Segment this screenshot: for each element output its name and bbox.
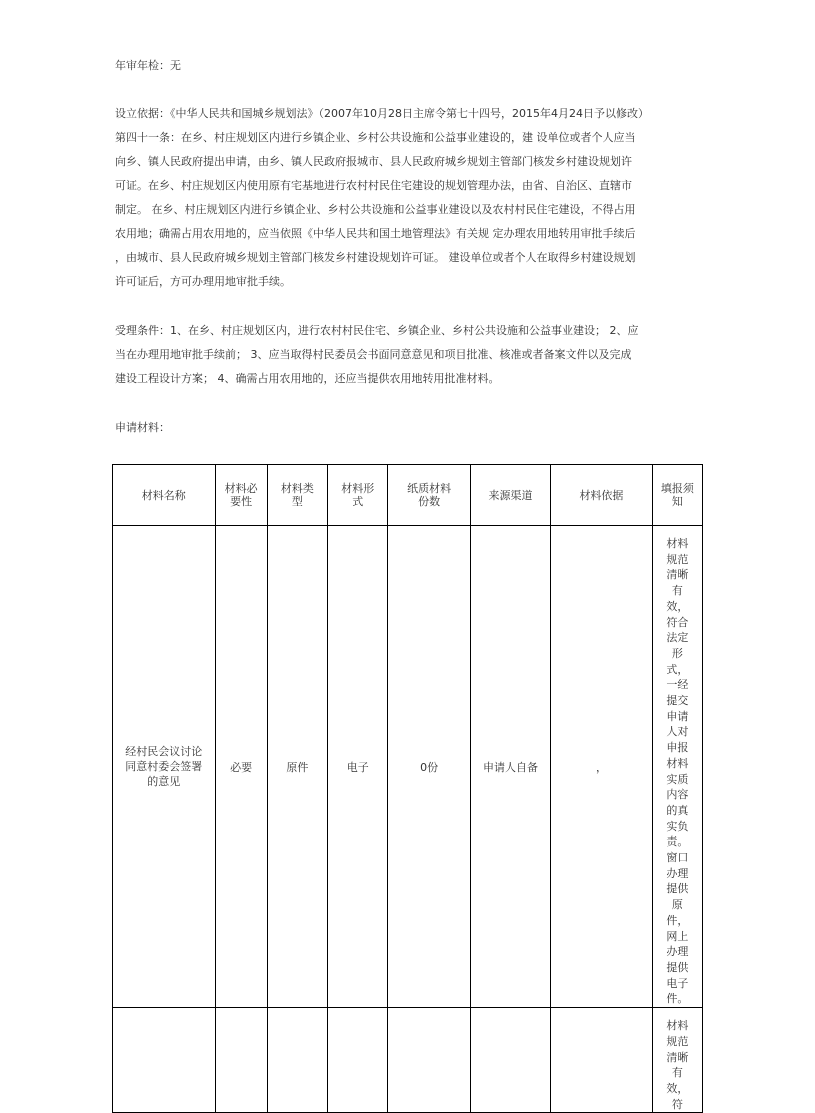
table-header-row <box>113 465 703 526</box>
basis-line: 向乡、镇人民政府提出申请，由乡、镇人民政府报城市、县人民政府城乡规划主管部门核发乡村建设规划许 <box>115 155 632 168</box>
material-name-cell: 经村民会议讨论同意村委会签署的意见 <box>113 526 216 1008</box>
basis-line: 设立依据：《中华人民共和国城乡规划法》（2007年10月28日主席令第七十四号，2015年4月24日予以修改） <box>115 107 649 120</box>
source-channel-cell <box>470 1008 550 1113</box>
filling-notes-cell: 材料规范清晰有效，符 <box>652 1008 702 1113</box>
basis-line: 制定。 在乡、村庄规划区内进行乡镇企业、乡村公共设施和公益事业建设以及农村村民住宅建设，不得占用 <box>115 203 636 216</box>
material-basis-cell <box>551 1008 653 1113</box>
basis-line: 第四十一条：在乡、村庄规划区内进行乡镇企业、乡村公共设施和公益事业建设的，建 设单位或者个人应当 <box>115 131 636 144</box>
material-type-cell: 原件 <box>267 526 327 1008</box>
basis-line: 农用地；确需占用农用地的，应当依照《中华人民共和国土地管理法》有关规 定办理农用地转用审批手续后 <box>115 227 636 240</box>
paper-copies-cell <box>388 1008 470 1113</box>
header-material-basis: 材料依据 <box>551 465 653 526</box>
header-necessity: 材料必要性 <box>215 465 267 526</box>
header-material-name: 材料名称 <box>113 465 216 526</box>
material-name-cell <box>113 1008 216 1113</box>
materials-table <box>112 464 703 1113</box>
annual-review-text: 年审年检：无 <box>115 59 181 72</box>
header-source-channel: 来源渠道 <box>470 465 550 526</box>
header-filling-notes: 填报须知 <box>652 465 702 526</box>
table-row <box>113 1008 703 1113</box>
conditions-line: 当在办理用地审批手续前； 3、应当取得村民委员会书面同意意见和项目批准、核准或者备案文件以及完成 <box>115 348 632 361</box>
source-channel-cell: 申请人自备 <box>470 526 550 1008</box>
materials-label: 申请材料： <box>115 421 170 434</box>
header-material-type: 材料类型 <box>267 465 327 526</box>
necessity-cell: 必要 <box>215 526 267 1008</box>
basis-line: 可证。在乡、村庄规划区内使用原有宅基地进行农村村民住宅建设的规划管理办法，由省、自治区、直辖市 <box>115 179 632 192</box>
header-material-form: 材料形式 <box>328 465 388 526</box>
paper-copies-cell: 0份 <box>388 526 470 1008</box>
conditions-line: 建设工程设计方案； 4、确需占用农用地的，还应当提供农用地转用批准材料。 <box>115 372 500 385</box>
conditions-line: 受理条件：1、在乡、村庄规划区内，进行农村村民住宅、乡镇企业、乡村公共设施和公益事业建设； 2、应 <box>115 324 639 337</box>
filling-notes-cell: 材料规范清晰有效，符合法定形式，一经提交申请人对申报材料实质内容的真实负责。窗口办理提供原件，网上办理提供电子件。 <box>652 526 702 1008</box>
header-paper-copies: 纸质材料份数 <box>388 465 470 526</box>
material-form-cell: 电子 <box>328 526 388 1008</box>
material-form-cell <box>328 1008 388 1113</box>
basis-line: ，由城市、县人民政府城乡规划主管部门核发乡村建设规划许可证。 建设单位或者个人在取得乡村建设规划 <box>115 251 636 264</box>
table-row <box>113 526 703 1008</box>
material-basis-cell: ， <box>551 526 653 1008</box>
basis-line: 许可证后，方可办理用地审批手续。 <box>115 275 291 288</box>
material-type-cell <box>267 1008 327 1113</box>
necessity-cell <box>215 1008 267 1113</box>
